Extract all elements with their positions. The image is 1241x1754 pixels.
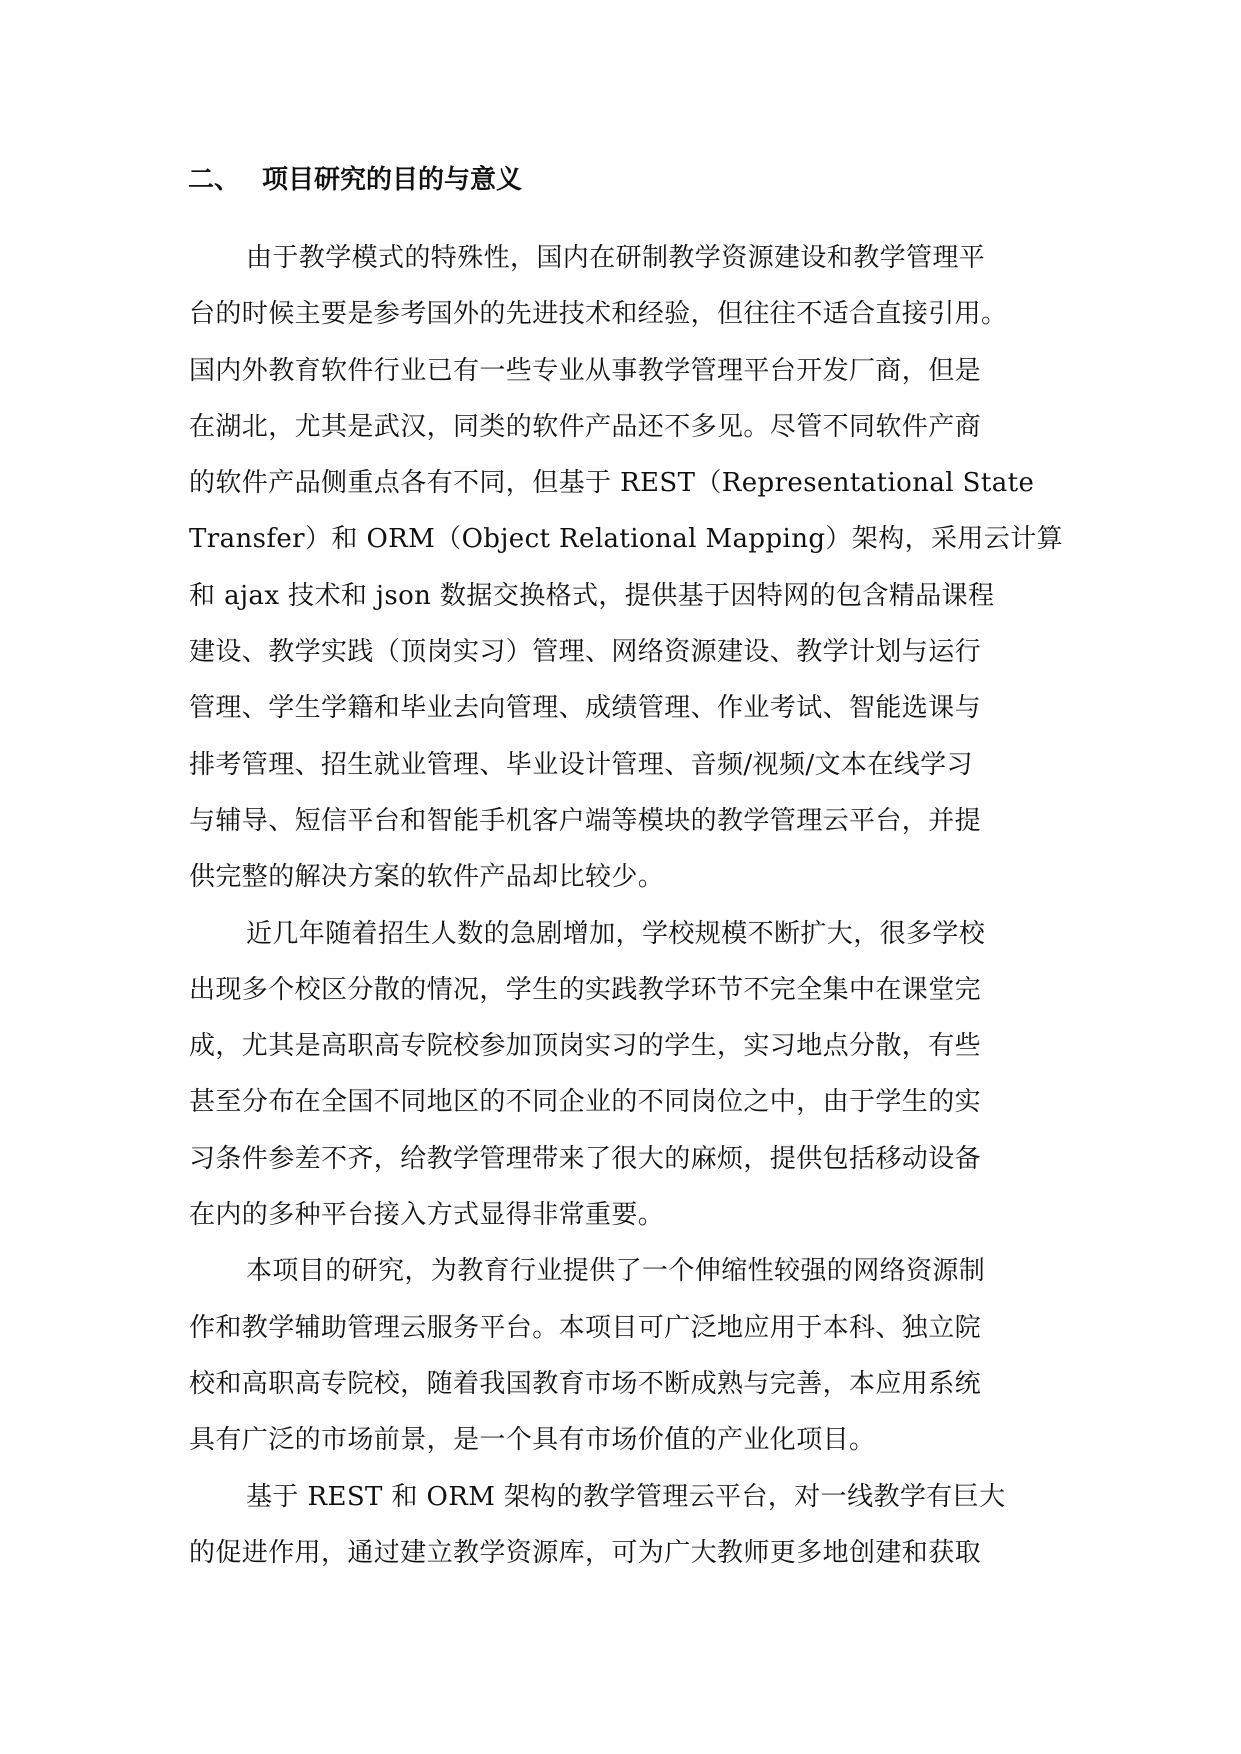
paragraph-1-line: 与辅导、短信平台和智能手机客户端等模块的教学管理云平台，并提 [189, 805, 982, 836]
paragraph-2-line: 甚至分布在全国不同地区的不同企业的不同岗位之中，由于学生的实 [189, 1087, 982, 1118]
paragraph-4-line: 的促进作用，通过建立教学资源库，可为广大教师更多地创建和获取 [189, 1537, 982, 1568]
paragraph-1-line: 和 ajax 技术和 json 数据交换格式，提供基于因特网的包含精品课程 [189, 580, 995, 611]
paragraph-3-line: 作和教学辅助管理云服务平台。本项目可广泛地应用于本科、独立院 [189, 1312, 982, 1343]
paragraph-1-line: 由于教学模式的特殊性，国内在研制教学资源建设和教学管理平 [246, 243, 986, 273]
paragraph-3-line: 本项目的研究，为教育行业提供了一个伸缩性较强的网络资源制 [246, 1256, 986, 1287]
paragraph-1-line: 的软件产品侧重点各有不同，但基于 REST（Representational State [189, 468, 1035, 499]
paragraph-1-line: 国内外教育软件行业已有一些专业从事教学管理平台开发厂商，但是 [189, 355, 982, 386]
section-heading [188, 158, 522, 202]
paragraph-4-line: 基于 REST 和 ORM 架构的教学管理云平台，对一线教学有巨大 [246, 1481, 1006, 1512]
paragraph-2-line: 出现多个校区分散的情况，学生的实践教学环节不完全集中在课堂完 [189, 974, 982, 1005]
paragraph-1-line: 供完整的解决方案的软件产品却比较少。 [189, 862, 665, 893]
paragraph-1-line: Transfer）和 ORM（Object Relational Mapping）架构，采用云计算 [189, 524, 1063, 555]
paragraph-1-line: 管理、学生学籍和毕业去向管理、成绩管理、作业考试、智能选课与 [189, 693, 982, 724]
body-text [189, 230, 1063, 1581]
paragraph-1-line: 排考管理、招生就业管理、毕业设计管理、音频/视频/文本在线学习 [189, 749, 973, 780]
paragraph-3-line: 校和高职高专院校，随着我国教育市场不断成熟与完善，本应用系统 [189, 1368, 982, 1399]
section-title: 项目研究的目的与意义 [262, 165, 523, 195]
paragraph-1-line: 台的时候主要是参考国外的先进技术和经验，但往往不适合直接引用。 [189, 299, 1008, 330]
paragraph-2-line: 习条件参差不齐，给教学管理带来了很大的麻烦，提供包括移动设备 [189, 1143, 982, 1174]
paragraph-2-line: 成，尤其是高职高专院校参加顶岗实习的学生，实习地点分散，有些 [189, 1031, 982, 1062]
section-number: 二、 [188, 165, 241, 195]
paragraph-2-line: 在内的多种平台接入方式显得非常重要。 [189, 1200, 665, 1231]
paragraph-1-line: 建设、教学实践（顶岗实习）管理、网络资源建设、教学计划与运行 [189, 637, 982, 668]
paragraph-1-line: 在湖北，尤其是武汉，同类的软件产品还不多见。尽管不同软件产商 [189, 411, 982, 442]
paragraph-3-line: 具有广泛的市场前景，是一个具有市场价值的产业化项目。 [189, 1425, 876, 1456]
paragraph-2-line: 近几年随着招生人数的急剧增加，学校规模不断扩大，很多学校 [246, 918, 986, 949]
